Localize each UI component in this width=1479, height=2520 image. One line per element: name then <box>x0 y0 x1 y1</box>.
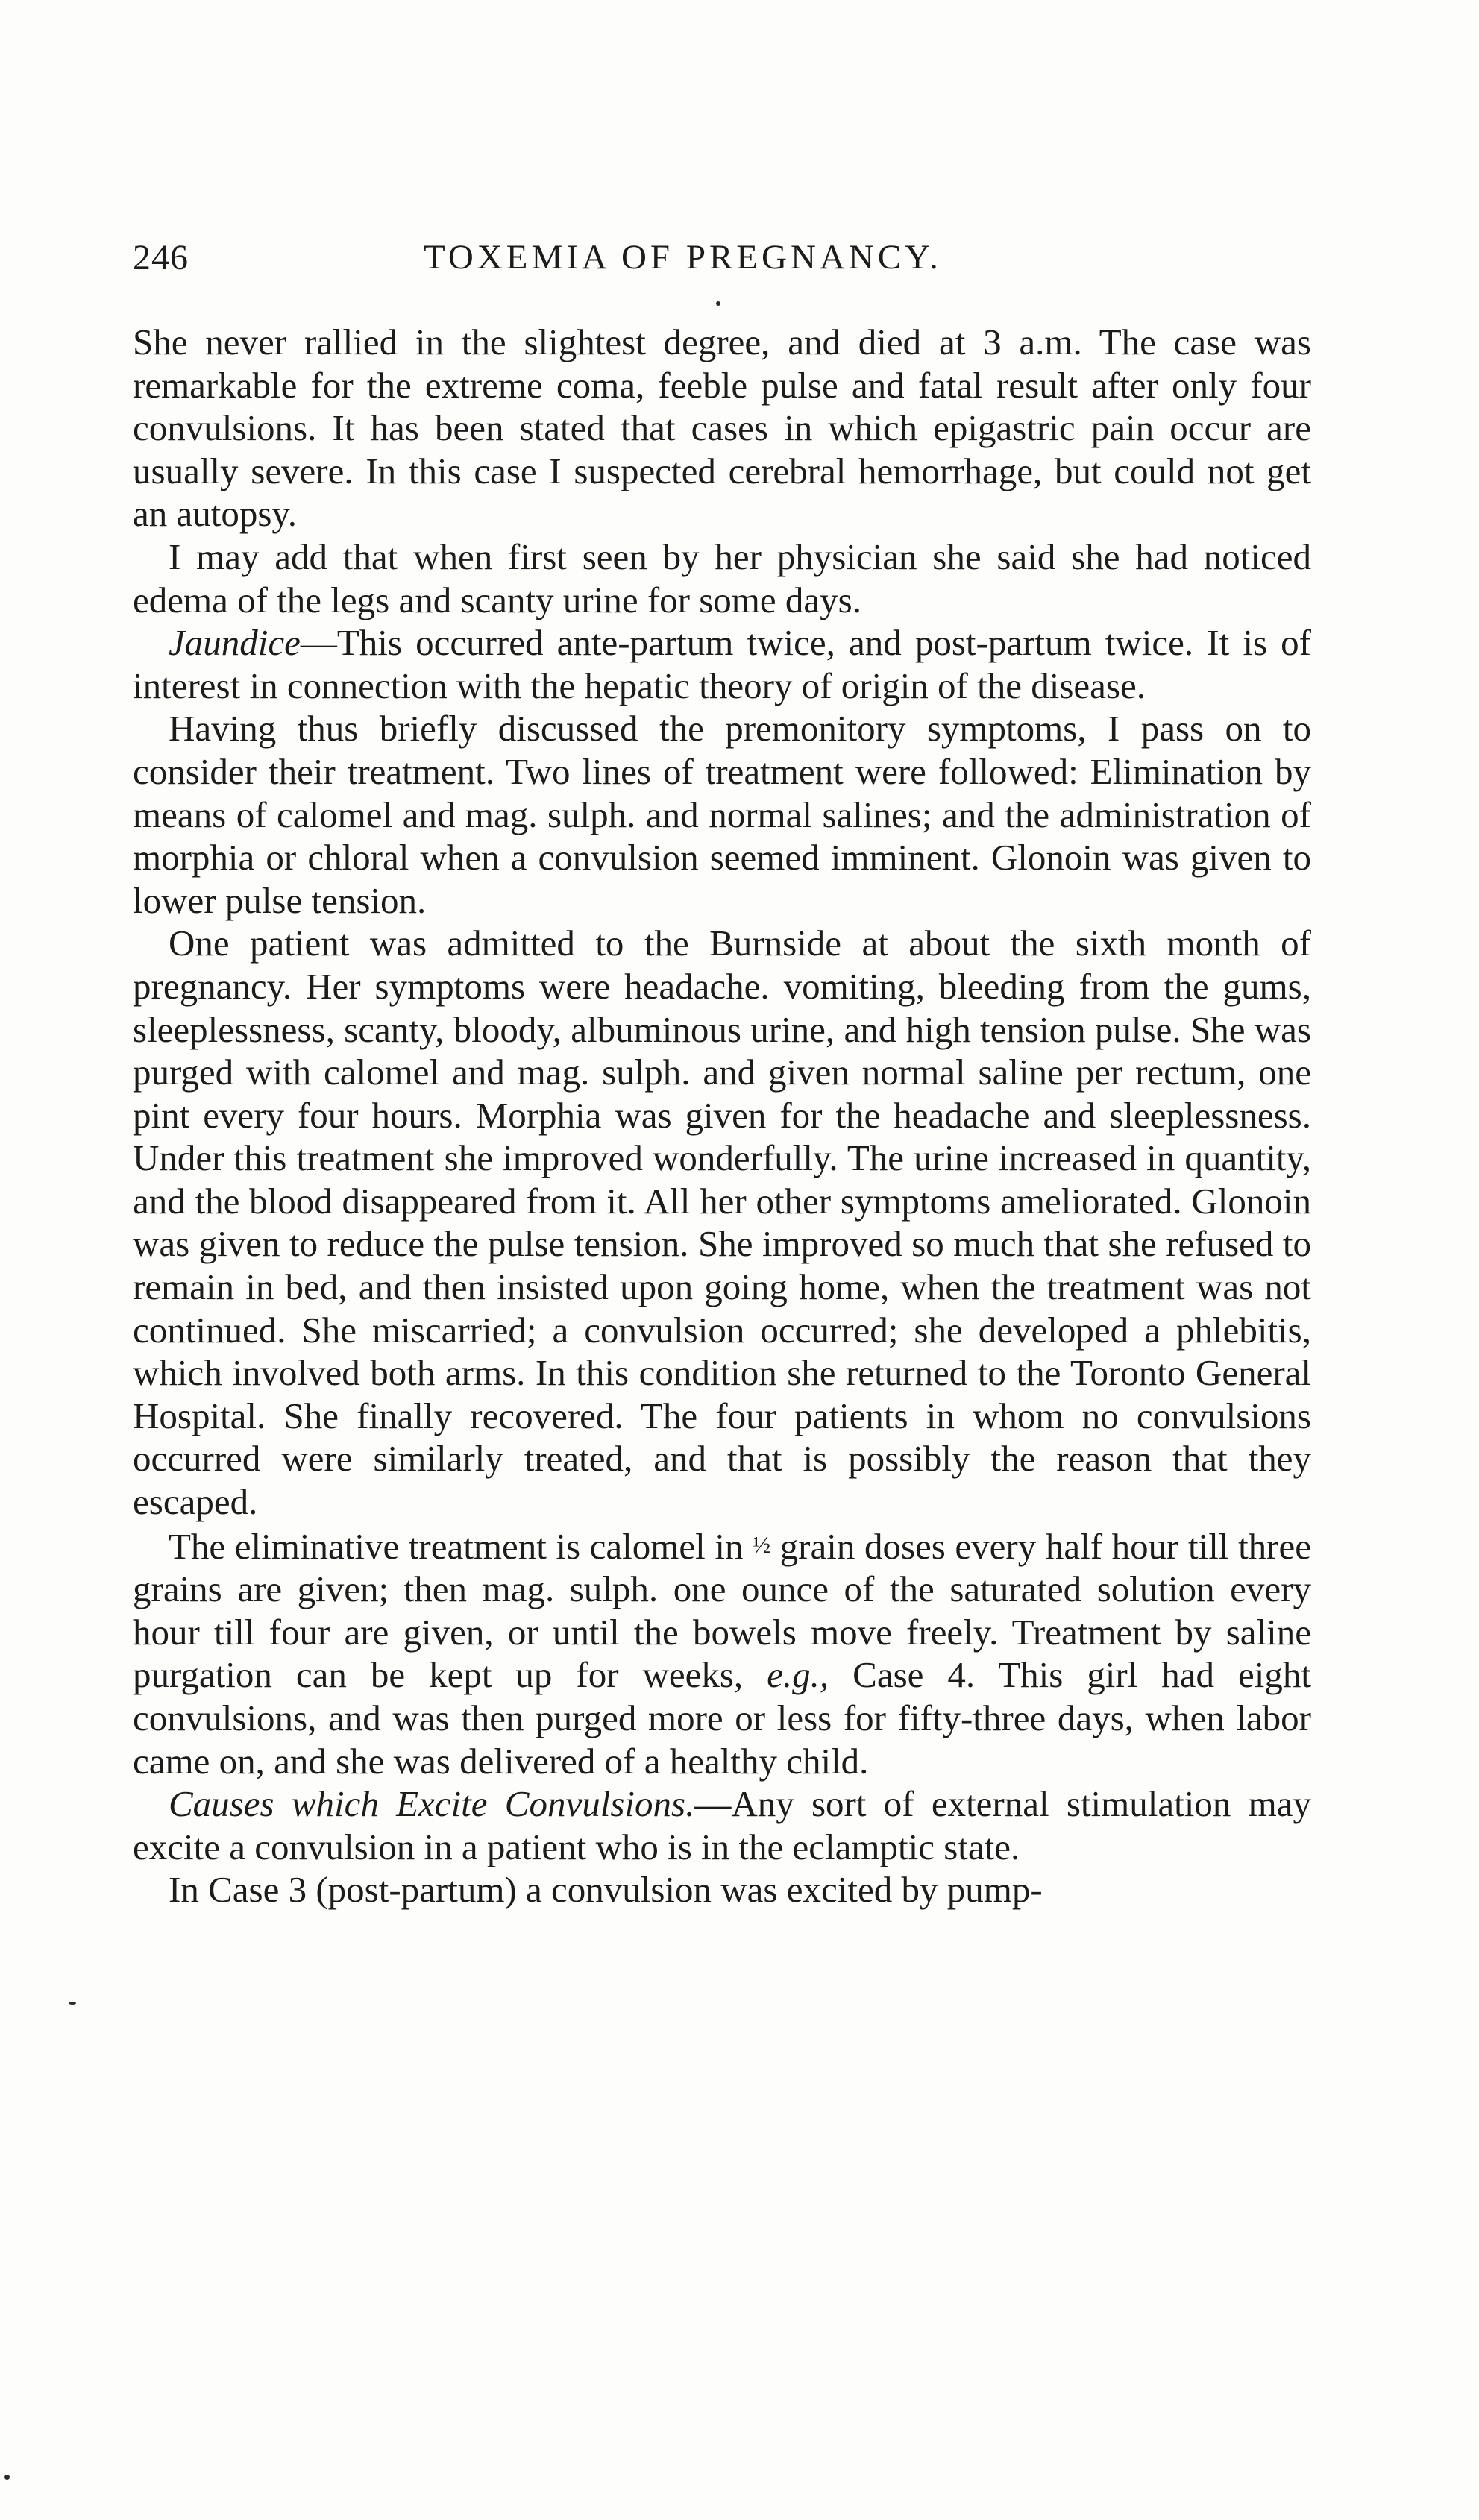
paragraph-causes <box>133 1782 1311 1868</box>
page-header <box>133 237 1311 289</box>
paragraph-edema-note: I may add that when first seen by her physician she said she had noticed edema of the legs and scanty urine for some days. <box>133 535 1311 620</box>
paragraph-jaundice <box>133 621 1311 707</box>
causes-text: —Any sort of external stimulation may excite a convulsion in a patient who is in the eclamptic state. <box>133 1783 1311 1867</box>
page-number: 246 <box>133 238 189 277</box>
eliminative-text-c: Case 4. This girl had eight convulsions, and was then purged more or less for fifty-three days, when labor came on, and she was delivered of a healthy child. <box>133 1654 1312 1782</box>
eg-abbreviation: e.g., <box>767 1654 829 1696</box>
paragraph-burnside-case: One patient was admitted to the Burnside at about the sixth month of pregnancy. Her symptoms were headache. vomiting, bleeding from the gums, sleeplessness, scanty, bloody, albuminous urine, and high tension pulse. She was purged with calomel and mag. sulph. and given normal saline per rectum, one pint every four hours. Morphia was given for the headache and sleeplessness. Under this treatment she improved wonderfully. The urine increased in quantity, and the blood disappeared from it. All her other symptoms ameliorated. Glonoin was given to reduce the pulse tension. She improved so much that she refused to remain in bed, and then insisted upon going home, when the treatment was not continued. She miscarried; a convulsion occurred; she developed a phlebitis, which involved both arms. In this condition she returned to the Toronto General Hospital. She finally recovered. The four patients in whom no convulsions occurred were similarly treated, and that is possibly the reason that they escaped. <box>133 923 1311 1523</box>
fraction-half: ½ <box>753 1530 771 1558</box>
print-speck <box>69 2002 76 2005</box>
eliminative-text-a: The eliminative treatment is calomel in <box>169 1525 753 1567</box>
paragraph-continuation: She never rallied in the slightest degree, and died at 3 a.m. The case was remarkable for the extreme coma, feeble pulse and fatal result after only four convulsions. It has been stated that cases in which epigastric pain occur are usually severe. In this case I suspected cerebral hemorrhage, but could not get an autopsy. <box>133 321 1311 535</box>
causes-heading: Causes which Excite Convulsions. <box>169 1783 695 1825</box>
paragraph-eliminative-treatment <box>133 1524 1311 1783</box>
paragraph-treatment-overview: Having thus briefly discussed the premonitory symptoms, I pass on to consider their treatment. Two lines of treatment were followed: Elimination by means of calomel and mag. sulph. and normal salines; and the administration of morphia or chloral when a convulsion seemed imminent. Glonoin was given to lower pulse tension. <box>133 708 1311 921</box>
print-speck <box>4 2475 10 2480</box>
jaundice-heading: Jaundice <box>169 622 301 664</box>
paragraph-case-3: In Case 3 (post-partum) a convulsion was excited by pump- <box>169 1869 1043 1911</box>
body-text <box>133 321 1311 1911</box>
jaundice-text: —This occurred ante-partum twice, and post-partum twice. It is of interest in connection with the hepatic theory of origin of the disease. <box>133 622 1311 706</box>
print-speck <box>716 301 720 306</box>
running-title: TOXEMIA OF PREGNANCY. <box>424 238 942 277</box>
eliminative-text-b: grain doses every half hour till three grains are given; then mag. sulph. one ounce of the saturated solution every hour till four are given, or until the bowels move freely. Treatment by saline purgation can be kept up for weeks, <box>133 1525 1311 1696</box>
